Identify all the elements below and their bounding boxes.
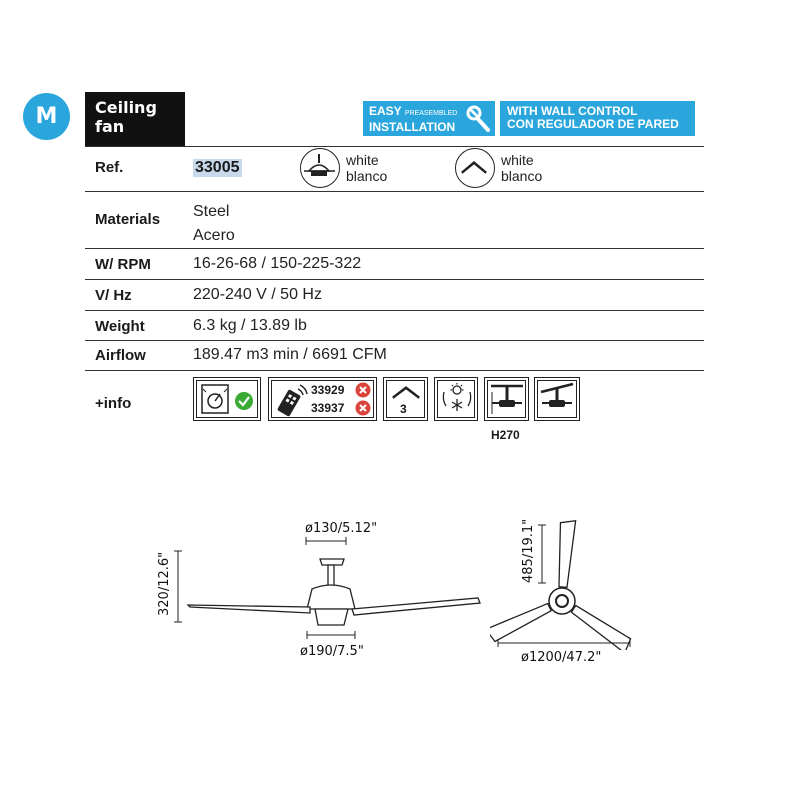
easy-label: EASY bbox=[369, 104, 402, 118]
spec-label: Weight bbox=[95, 318, 145, 335]
remote-control-icon bbox=[276, 383, 310, 417]
product-title: Ceiling fan bbox=[85, 92, 185, 146]
category-badge: M bbox=[23, 93, 70, 140]
spec-row-wrpm bbox=[85, 248, 704, 279]
spec-label: W/ RPM bbox=[95, 256, 151, 273]
spec-row-vhz bbox=[85, 279, 704, 310]
spec-value: 220-240 V / 50 Hz bbox=[193, 286, 322, 303]
remote-code-1: 33929 bbox=[311, 383, 345, 397]
cross-icon bbox=[355, 382, 371, 398]
wall-control-banner bbox=[500, 101, 695, 136]
mount-h270-box bbox=[484, 377, 529, 421]
spec-label: Materials bbox=[95, 211, 161, 228]
easy-installation-banner bbox=[363, 101, 495, 136]
blade-length-dimension: 485/19.1" bbox=[521, 518, 536, 583]
fan-finish-icon bbox=[300, 148, 340, 188]
mount-sloped-box bbox=[534, 377, 580, 421]
summer-winter-icon bbox=[440, 382, 474, 418]
spec-value-es: Acero bbox=[193, 227, 235, 244]
dimmer-compatible-box bbox=[193, 377, 261, 421]
motor-dimension: ø190/7.5" bbox=[300, 644, 364, 659]
finish-1-en: white bbox=[346, 152, 379, 168]
blade-finish-icon bbox=[455, 148, 495, 188]
height-dimension: 320/12.6" bbox=[157, 551, 172, 616]
spec-value-en: Steel bbox=[193, 203, 230, 220]
finish-2-en: white bbox=[501, 152, 534, 168]
canopy-dimension: ø130/5.12" bbox=[305, 521, 378, 536]
wall-control-label-es: CON REGULADOR DE PARED bbox=[507, 117, 679, 131]
blade-count-box bbox=[383, 377, 428, 421]
sloped-ceiling-icon bbox=[539, 382, 575, 418]
remote-control-box bbox=[268, 377, 377, 421]
info-label: +info bbox=[95, 395, 132, 412]
wall-control-label: WITH WALL CONTROL bbox=[507, 104, 638, 118]
spec-row-airflow bbox=[85, 340, 704, 371]
blade-count: 3 bbox=[400, 402, 407, 416]
dimmer-icon bbox=[200, 384, 256, 416]
mount-code: H270 bbox=[491, 428, 520, 442]
finish-2-es: blanco bbox=[501, 168, 543, 184]
blades-icon bbox=[390, 383, 422, 401]
season-mode-box bbox=[434, 377, 478, 421]
ceiling-mount-icon bbox=[489, 382, 525, 418]
ref-code: 33005 bbox=[195, 159, 240, 176]
wrench-icon bbox=[466, 105, 492, 133]
cross-icon bbox=[355, 400, 371, 416]
spec-value: 6.3 kg / 13.89 lb bbox=[193, 317, 307, 334]
preasembled-label: PREASEMBLED bbox=[404, 110, 458, 117]
finish-1-es: blanco bbox=[346, 168, 388, 184]
diameter-dimension: ø1200/47.2" bbox=[521, 650, 602, 665]
spec-value: 189.47 m3 min / 6691 CFM bbox=[193, 346, 387, 363]
spec-label: V/ Hz bbox=[95, 287, 132, 304]
spec-row-materials bbox=[85, 191, 704, 248]
fan-top-view-diagram bbox=[490, 515, 640, 650]
ref-label: Ref. bbox=[95, 159, 124, 176]
spec-row-weight bbox=[85, 310, 704, 340]
spec-value: 16-26-68 / 150-225-322 bbox=[193, 255, 362, 272]
ref-row bbox=[85, 146, 704, 191]
remote-code-2: 33937 bbox=[311, 401, 345, 415]
installation-label: INSTALLATION bbox=[369, 120, 456, 134]
spec-label: Airflow bbox=[95, 347, 146, 364]
